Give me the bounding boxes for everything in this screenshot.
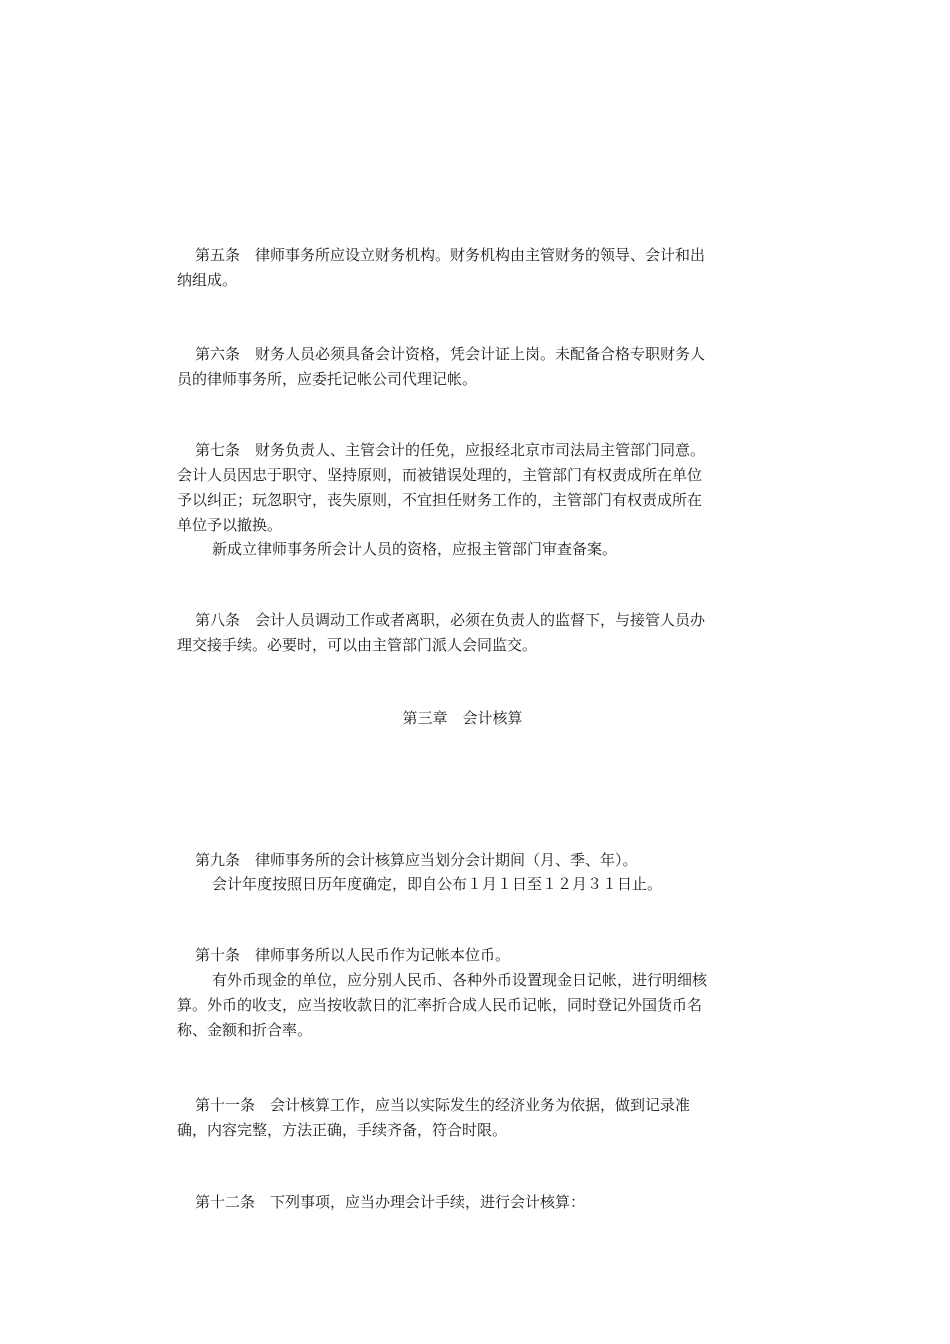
article-7-line-3: 予以纠正；玩忽职守，丧失原则，不宜担任财务工作的，主管部门有权责成所在 xyxy=(177,491,703,509)
article-7-line-1: 第七条 财务负责人、主管会计的任免，应报经北京市司法局主管部门同意。 xyxy=(195,441,706,459)
article-5-line-1: 第五条 律师事务所应设立财务机构。财务机构由主管财务的领导、会计和出 xyxy=(195,246,706,264)
article-11-line-1: 第十一条 会计核算工作，应当以实际发生的经济业务为依据，做到记录准 xyxy=(195,1096,691,1114)
article-9-line-1: 第九条 律师事务所的会计核算应当划分会计期间（月、季、年）。 xyxy=(195,851,638,869)
chapter-3-heading: 第三章 会计核算 xyxy=(402,709,523,727)
article-12-line-1: 第十二条 下列事项，应当办理会计手续，进行会计核算： xyxy=(195,1193,586,1211)
article-11-line-2: 确，内容完整，方法正确，手续齐备，符合时限。 xyxy=(177,1121,508,1139)
article-10-line-4: 称、金额和折合率。 xyxy=(177,1021,313,1039)
article-10-line-1: 第十条 律师事务所以人民币作为记帐本位币。 xyxy=(195,946,511,964)
article-10-line-3: 算。外币的收支，应当按收款日的汇率折合成人民币记帐，同时登记外国货币名 xyxy=(177,996,703,1014)
article-7-line-4: 单位予以撤换。 xyxy=(177,516,283,534)
article-8-line-1: 第八条 会计人员调动工作或者离职，必须在负责人的监督下，与接管人员办 xyxy=(195,611,706,629)
article-8-line-2: 理交接手续。必要时，可以由主管部门派人会同监交。 xyxy=(177,636,538,654)
article-5-line-2: 纳组成。 xyxy=(177,271,238,289)
article-10-line-2: 有外币现金的单位，应分别人民币、各种外币设置现金日记帐，进行明细核 xyxy=(212,971,708,989)
article-6-line-1: 第六条 财务人员必须具备会计资格，凭会计证上岗。未配备合格专职财务人 xyxy=(195,345,706,363)
article-7-line-5: 新成立律师事务所会计人员的资格，应报主管部门审查备案。 xyxy=(212,540,618,558)
article-6-line-2: 员的律师事务所，应委托记帐公司代理记帐。 xyxy=(177,370,478,388)
article-7-line-2: 会计人员因忠于职守、坚持原则，而被错误处理的，主管部门有权责成所在单位 xyxy=(177,466,703,484)
article-9-line-2: 会计年度按照日历年度确定，即自公布１月１日至１２月３１日止。 xyxy=(212,875,663,893)
